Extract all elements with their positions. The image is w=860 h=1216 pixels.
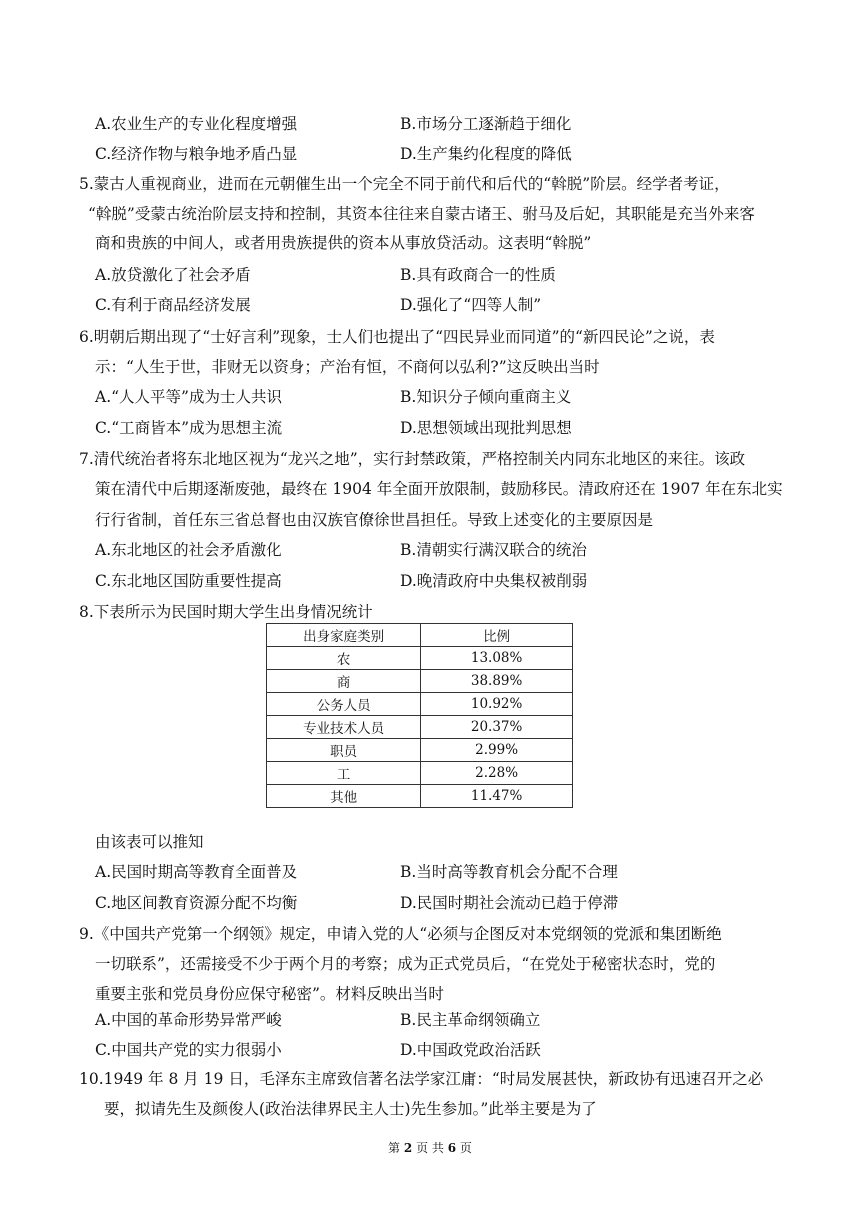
q7-option-c: C.东北地区国防重要性提高 — [95, 572, 282, 590]
q4-option-c: C.经济作物与粮争地矛盾凸显 — [95, 145, 298, 163]
page-footer — [0, 1140, 860, 1156]
footer-mid: 页 共 — [416, 1141, 444, 1155]
q5-stem-line-1: 5.蒙古人重视商业，进而在元朝催生出一个完全不同于前代和后代的“斡脱”阶层。经学者考证， — [79, 175, 730, 193]
table-row — [267, 785, 573, 808]
q4-option-a: A.农业生产的专业化程度增强 — [95, 115, 298, 133]
table-cell-category: 商 — [267, 670, 421, 693]
footer-prefix: 第 — [388, 1141, 401, 1155]
q8-option-b: B.当时高等教育机会分配不合理 — [400, 863, 618, 881]
q9-option-c: C.中国共产党的实力很弱小 — [95, 1041, 282, 1059]
family-background-table — [266, 623, 573, 808]
q8-option-a: A.民国时期高等教育全面普及 — [95, 863, 298, 881]
q7-option-d: D.晚清政府中央集权被削弱 — [400, 572, 588, 590]
q8-stem: 8.下表所示为民国时期大学生出身情况统计 — [79, 603, 373, 621]
q10-stem-line-2: 要，拟请先生及颜俊人(政治法律界民主人士)先生参加。”此举主要是为了 — [104, 1100, 597, 1118]
q5-stem-line-2: “斡脱”受蒙古统治阶层支持和控制，其资本往往来自蒙古诸王、驸马及后妃，其职能是充当外来客 — [88, 205, 755, 223]
footer-suffix: 页 — [459, 1141, 472, 1155]
q4-option-d: D.生产集约化程度的降低 — [400, 145, 572, 163]
table-cell-category: 职员 — [267, 739, 421, 762]
table-cell-ratio: 11.47% — [421, 785, 573, 808]
table-row — [267, 716, 573, 739]
q6-option-c: C.“工商皆本”成为思想主流 — [95, 419, 283, 437]
table-cell-category: 专业技术人员 — [267, 716, 421, 739]
q8-option-d: D.民国时期社会流动已趋于停滞 — [400, 894, 619, 912]
table-cell-category: 其他 — [267, 785, 421, 808]
q6-option-a: A.“人人平等”成为士人共识 — [95, 388, 282, 406]
q6-stem-line-2: 示：“人生于世，非财无以资身；产治有恒，不商何以弘利?”这反映出当时 — [95, 358, 600, 376]
q10-stem-line-1: 10.1949 年 8 月 19 日，毛泽东主席致信著名法学家江庸：“时局发展甚快，新政协有迅速召开之必 — [79, 1070, 764, 1088]
q5-option-b: B.具有政商合一的性质 — [400, 266, 556, 284]
table-header-ratio: 比例 — [421, 624, 573, 647]
q7-stem-line-2: 策在清代中后期逐渐废弛，最终在 1904 年全面开放限制，鼓励移民。清政府还在 1907 年在东北实 — [95, 480, 783, 498]
q5-option-d: D.强化了“四等人制” — [400, 296, 542, 314]
table-row — [267, 739, 573, 762]
q9-stem-line-3: 重要主张和党员身份应保守秘密”。材料反映出当时 — [95, 985, 444, 1003]
q5-option-a: A.放贷激化了社会矛盾 — [95, 266, 251, 284]
q7-option-b: B.清朝实行满汉联合的统治 — [400, 541, 587, 559]
q9-option-d: D.中国政党政治活跃 — [400, 1041, 541, 1059]
table-header-row — [267, 624, 573, 647]
q9-stem-line-1: 9.《中国共产党第一个纲领》规定，申请入党的人“必须与企图反对本党纲领的党派和集团断绝 — [79, 925, 722, 943]
table-cell-category: 农 — [267, 647, 421, 670]
table-cell-ratio: 2.99% — [421, 739, 573, 762]
q9-option-b: B.民主革命纲领确立 — [400, 1011, 541, 1029]
table-row — [267, 647, 573, 670]
q6-option-b: B.知识分子倾向重商主义 — [400, 388, 572, 406]
q7-stem-line-3: 行行省制，首任东三省总督也由汉族官僚徐世昌担任。导致上述变化的主要原因是 — [95, 511, 654, 529]
table-row — [267, 693, 573, 716]
q7-stem-line-1: 7.清代统治者将东北地区视为“龙兴之地”，实行封禁政策，严格控制关内同东北地区的来往。该政 — [79, 450, 746, 468]
q5-stem-line-3: 商和贵族的中间人，或者用贵族提供的资本从事放贷活动。这表明“斡脱” — [95, 234, 592, 252]
q4-option-b: B.市场分工逐渐趋于细化 — [400, 115, 572, 133]
table-cell-ratio: 2.28% — [421, 762, 573, 785]
table-cell-category: 工 — [267, 762, 421, 785]
table-row — [267, 670, 573, 693]
table-cell-ratio: 13.08% — [421, 647, 573, 670]
q9-stem-line-2: 一切联系”，还需接受不少于两个月的考察；成为正式党员后，“在党处于秘密状态时，党的 — [95, 955, 716, 973]
q6-stem-line-1: 6.明朝后期出现了“士好言利”现象，士人们也提出了“四民异业而同道”的“新四民论”之说，表 — [79, 328, 715, 346]
q9-option-a: A.中国的革命形势异常严峻 — [95, 1011, 282, 1029]
table-row — [267, 762, 573, 785]
table-cell-ratio: 38.89% — [421, 670, 573, 693]
q7-option-a: A.东北地区的社会矛盾激化 — [95, 541, 282, 559]
q5-option-c: C.有利于商品经济发展 — [95, 296, 251, 314]
table-cell-ratio: 20.37% — [421, 716, 573, 739]
table-cell-ratio: 10.92% — [421, 693, 573, 716]
q8-option-c: C.地区间教育资源分配不均衡 — [95, 894, 298, 912]
footer-page-number: 2 — [403, 1141, 413, 1155]
q8-question: 由该表可以推知 — [95, 833, 204, 851]
table-header-category: 出身家庭类别 — [267, 624, 421, 647]
q6-option-d: D.思想领域出现批判思想 — [400, 419, 572, 437]
footer-total-pages: 6 — [447, 1141, 457, 1155]
table-cell-category: 公务人员 — [267, 693, 421, 716]
